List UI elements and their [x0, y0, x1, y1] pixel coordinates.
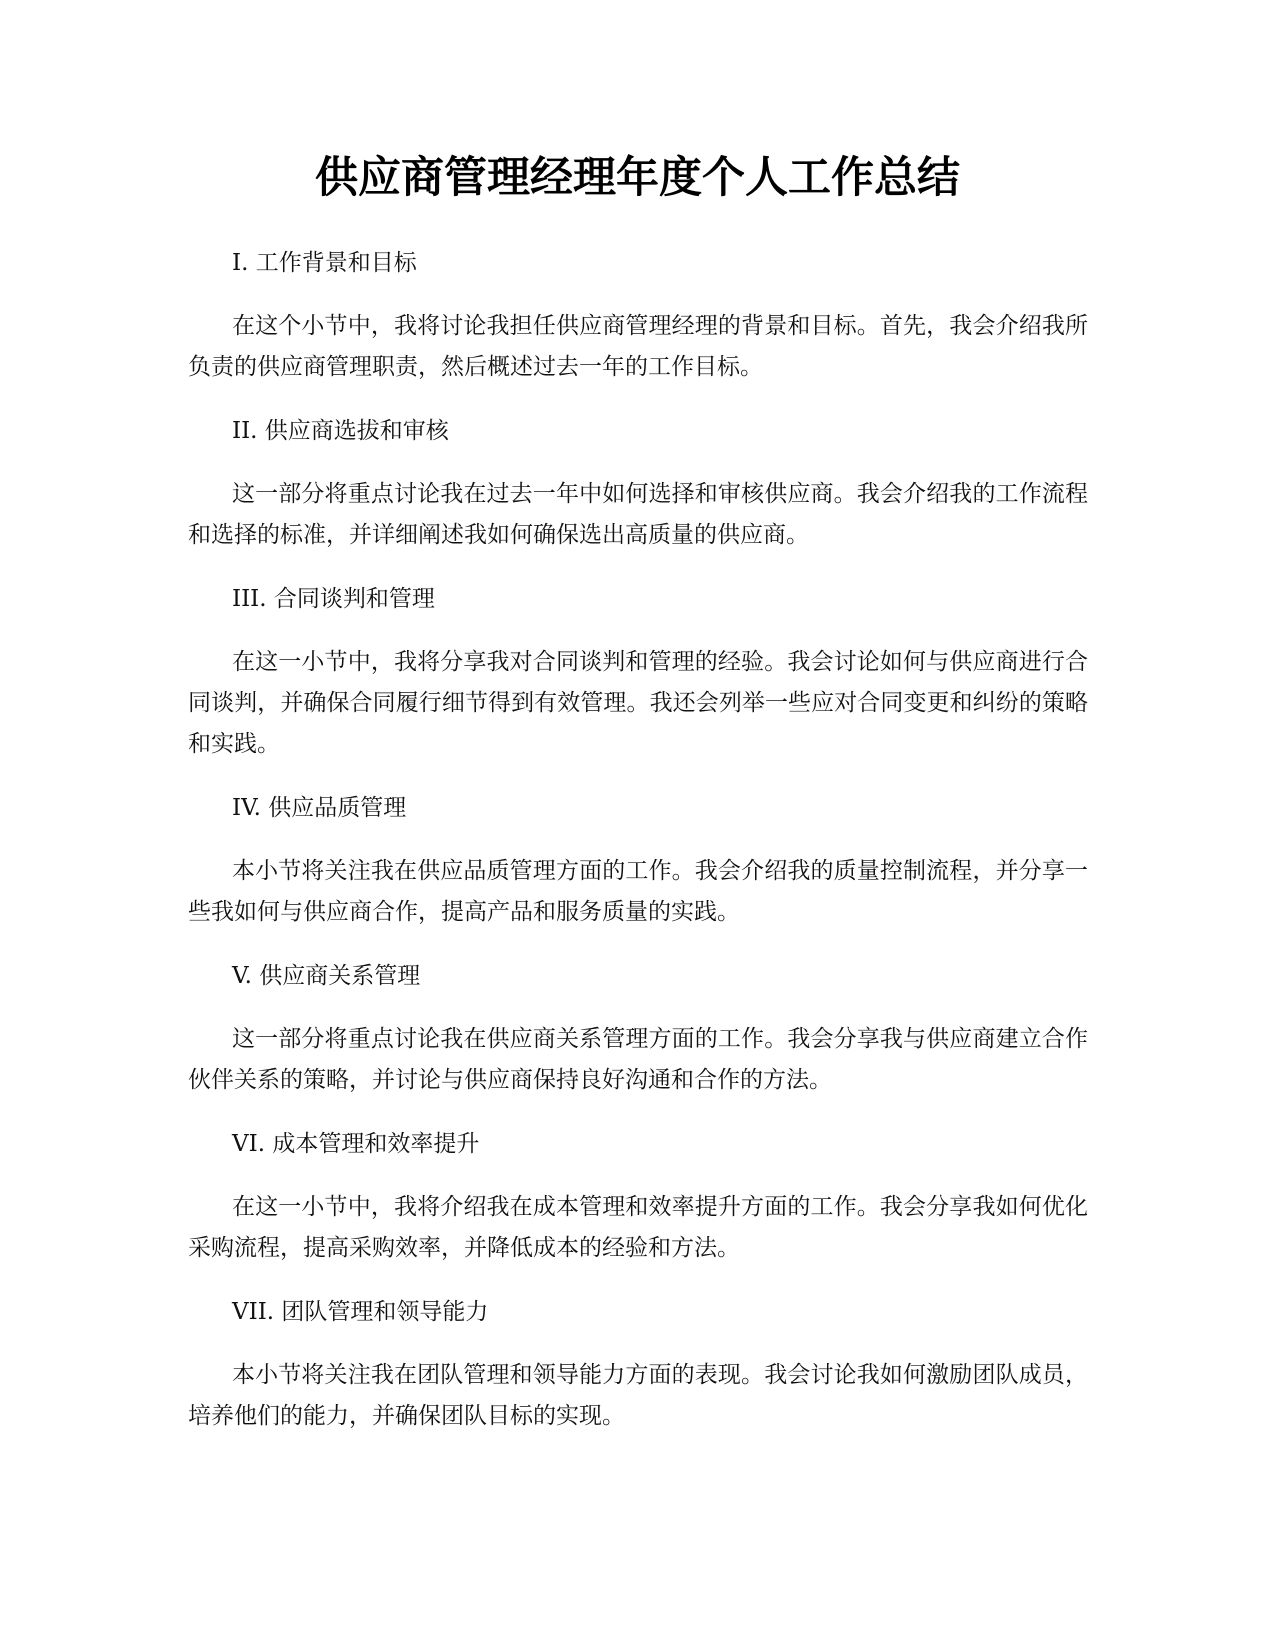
section-heading-5: V. 供应商关系管理 — [232, 963, 421, 989]
section-paragraph-2: 这一部分将重点讨论我在过去一年中如何选择和审核供应商。我会介绍我的工作流程和选择的标准，并详细阐述我如何确保选出高质量的供应商。 — [188, 481, 1088, 548]
section-heading-4: IV. 供应品质管理 — [232, 795, 407, 821]
section-heading-6: VI. 成本管理和效率提升 — [232, 1131, 480, 1157]
section-paragraph-4: 本小节将关注我在供应品质管理方面的工作。我会介绍我的质量控制流程，并分享一些我如何与供应商合作，提高产品和服务质量的实践。 — [188, 858, 1088, 925]
section-heading-7: VII. 团队管理和领导能力 — [232, 1299, 489, 1325]
document-body — [188, 244, 1088, 1461]
section-paragraph-1: 在这个小节中，我将讨论我担任供应商管理经理的背景和目标。首先，我会介绍我所负责的供应商管理职责，然后概述过去一年的工作目标。 — [188, 313, 1088, 380]
document-title: 供应商管理经理年度个人工作总结 — [315, 153, 960, 203]
section-paragraph-7: 本小节将关注我在团队管理和领导能力方面的表现。我会讨论我如何激励团队成员，培养他们的能力，并确保团队目标的实现。 — [188, 1362, 1088, 1429]
section-heading-2: II. 供应商选拔和审核 — [232, 418, 449, 444]
section-heading-1: I. 工作背景和目标 — [232, 250, 417, 276]
section-paragraph-5: 这一部分将重点讨论我在供应商关系管理方面的工作。我会分享我与供应商建立合作伙伴关系的策略，并讨论与供应商保持良好沟通和合作的方法。 — [188, 1026, 1088, 1093]
section-paragraph-6: 在这一小节中，我将介绍我在成本管理和效率提升方面的工作。我会分享我如何优化采购流程，提高采购效率，并降低成本的经验和方法。 — [188, 1194, 1088, 1261]
section-paragraph-3: 在这一小节中，我将分享我对合同谈判和管理的经验。我会讨论如何与供应商进行合同谈判，并确保合同履行细节得到有效管理。我还会列举一些应对合同变更和纠纷的策略和实践。 — [188, 649, 1088, 757]
section-heading-3: III. 合同谈判和管理 — [232, 586, 435, 612]
